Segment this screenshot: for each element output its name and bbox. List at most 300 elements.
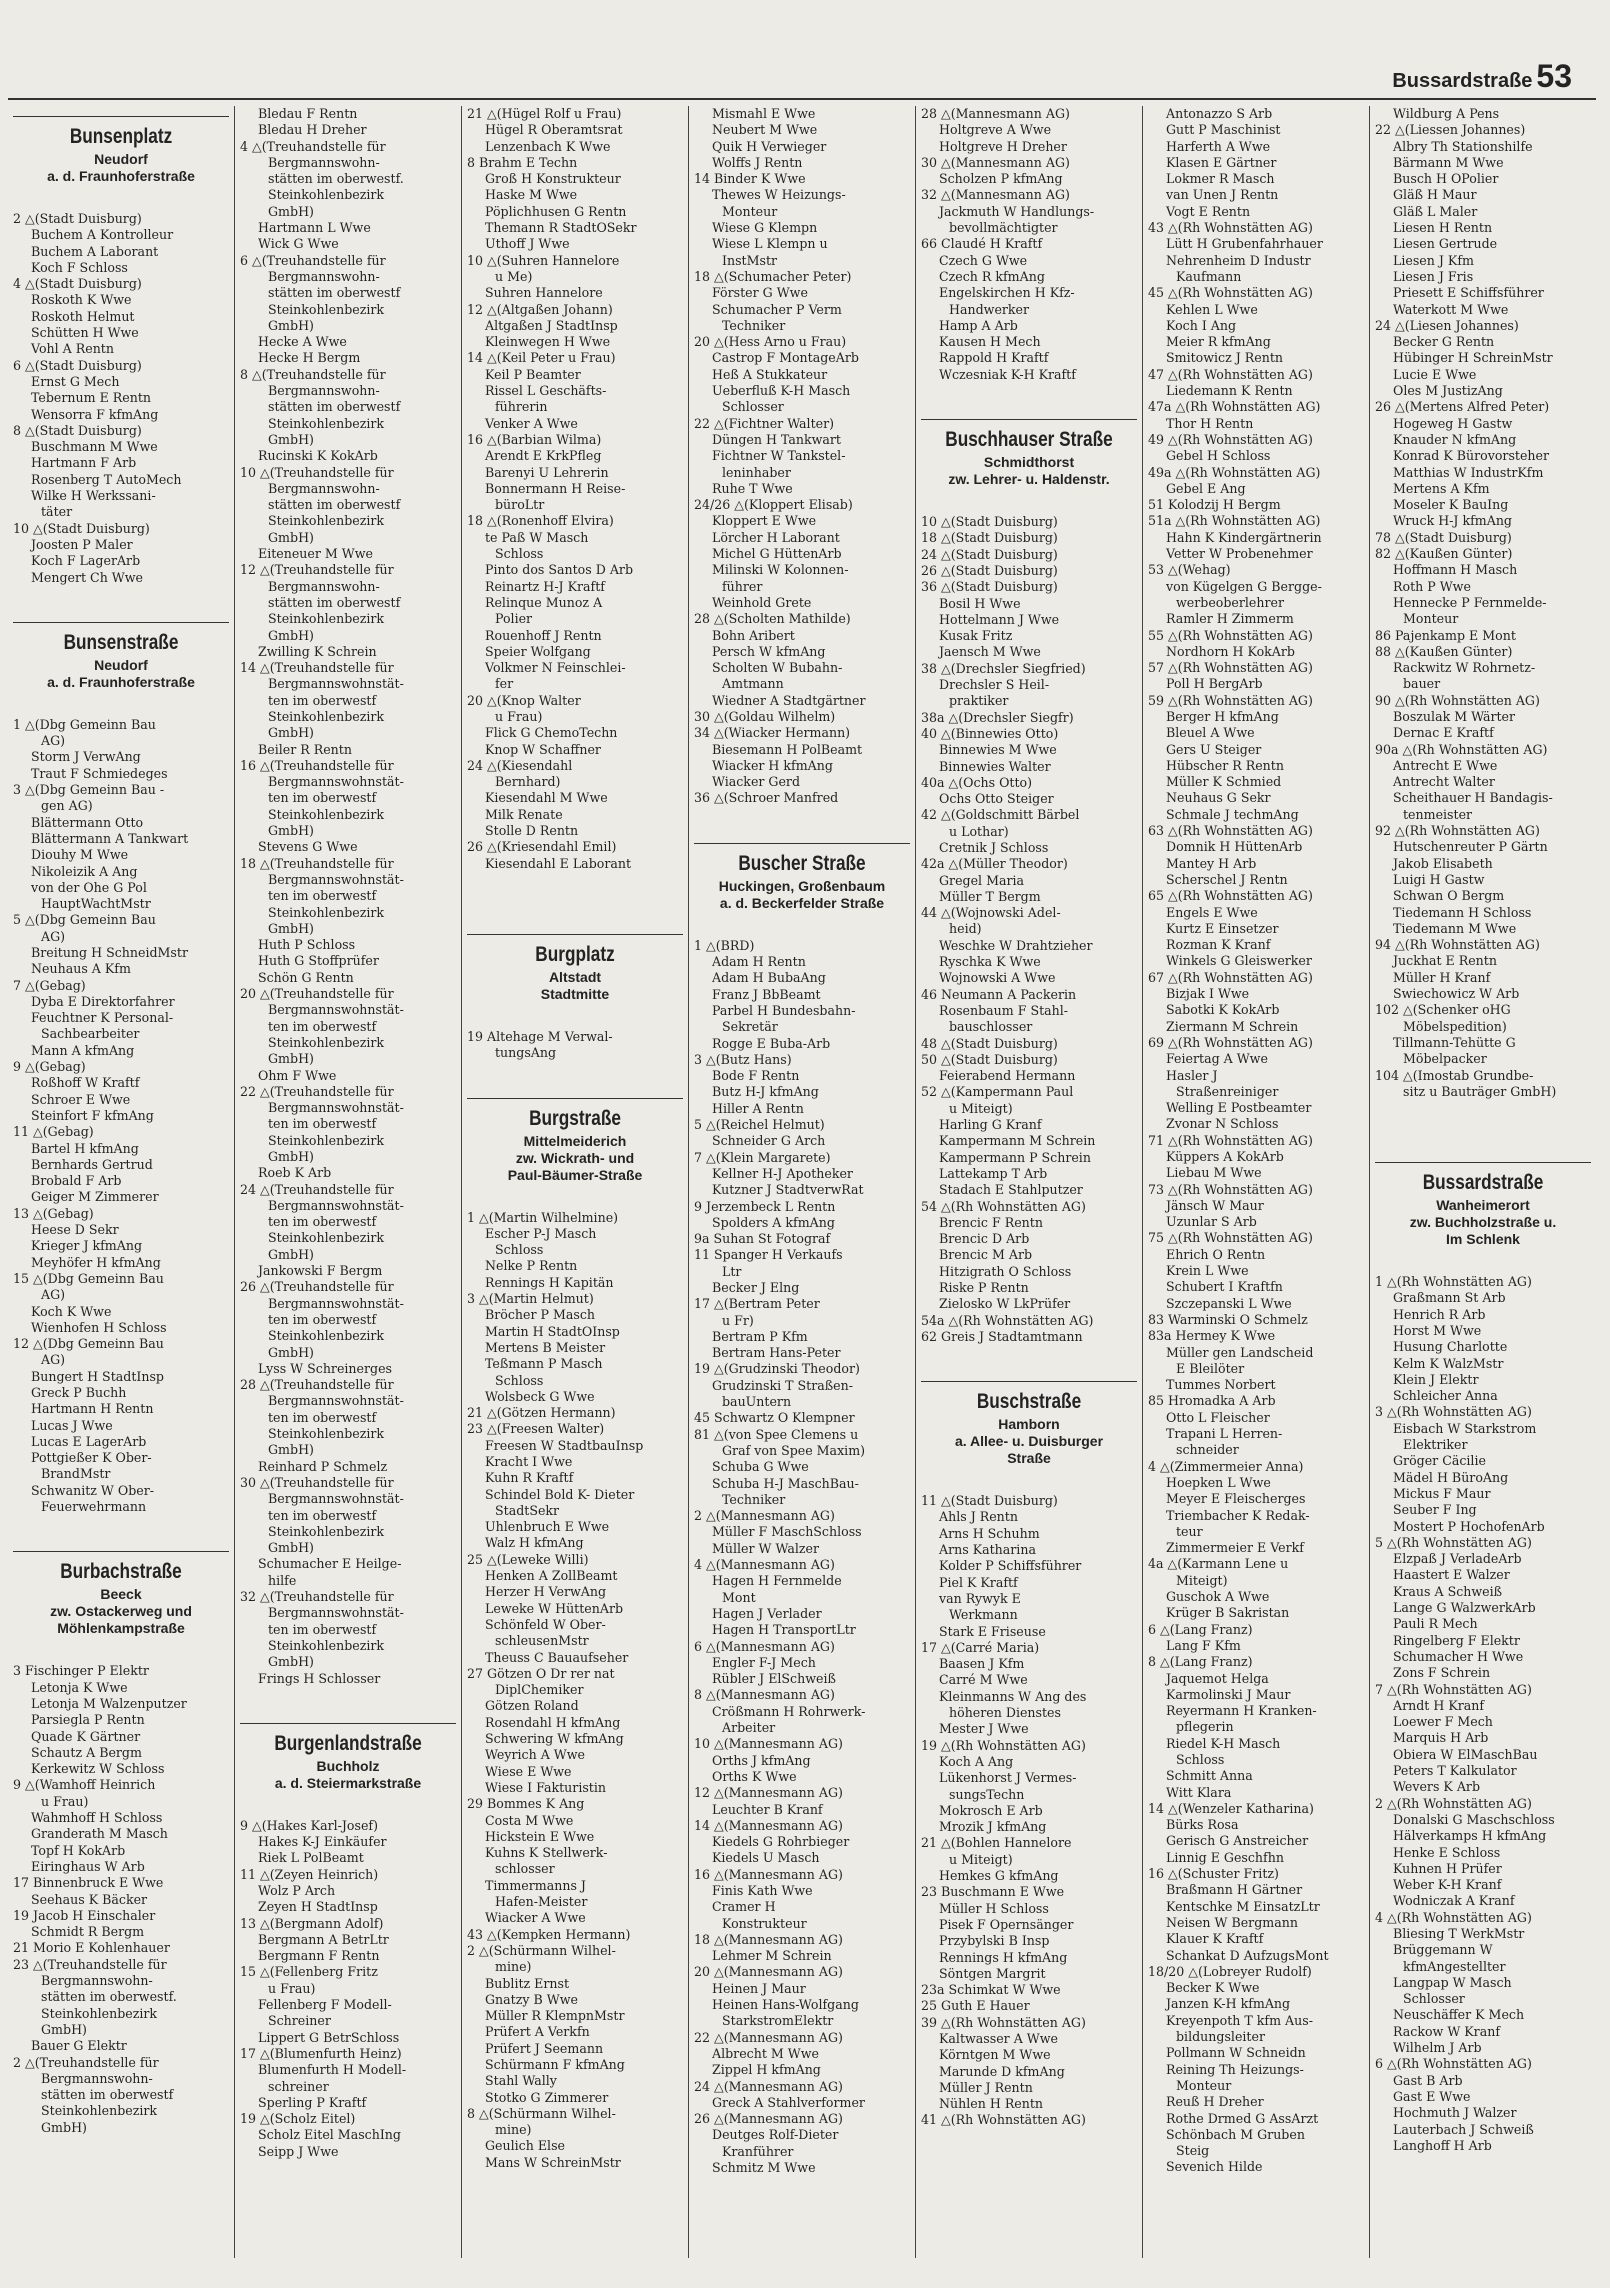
resident-entry: u Miteigt) bbox=[949, 1100, 1013, 1116]
resident-entry: Dyba E Direktorfahrer bbox=[31, 993, 175, 1009]
resident-entry: Schumacher H Wwe bbox=[1393, 1648, 1524, 1664]
resident-entry: mine) bbox=[495, 1959, 532, 1975]
house-entry: 24 △(Mannesmann AG) bbox=[694, 2078, 843, 2094]
house-entry: 9a Suhan St Fotograf bbox=[694, 1231, 831, 1247]
resident-entry: Elektriker bbox=[1403, 1437, 1468, 1453]
resident-entry: Bleuel A Wwe bbox=[1166, 725, 1255, 741]
resident-entry: Schwan O Bergm bbox=[1393, 888, 1505, 904]
resident-entry: Bärmann M Wwe bbox=[1393, 154, 1504, 170]
resident-entry: Linnig E Geschfhn bbox=[1166, 1849, 1284, 1865]
district-subheading: a. d. Steiermarkstraße bbox=[274, 1774, 422, 1791]
resident-entry: Pinto dos Santos D Arb bbox=[485, 562, 634, 578]
resident-entry: Koch F LagerArb bbox=[31, 553, 141, 569]
resident-entry: Müller gen Landscheid bbox=[1166, 1344, 1314, 1360]
column-2 bbox=[235, 106, 462, 2258]
resident-entry: u Frau) bbox=[41, 1793, 89, 1809]
resident-entry: Greck A Stahlverformer bbox=[712, 2094, 865, 2110]
resident-entry: Arndt H Kranf bbox=[1393, 1697, 1485, 1713]
resident-entry: Pisek F Opernsänger bbox=[939, 1916, 1074, 1932]
house-entry: 11 △(Stadt Duisburg) bbox=[921, 1493, 1058, 1509]
resident-entry: Hahn K Kindergärtnerin bbox=[1166, 529, 1322, 545]
resident-entry: Rothe Drmed G AssArzt bbox=[1166, 2110, 1319, 2126]
resident-entry: Zons F Schrein bbox=[1393, 1665, 1491, 1681]
house-entry: 92 △(Rh Wohnstätten AG) bbox=[1375, 823, 1540, 839]
resident-entry: Engelskirchen H Kfz- bbox=[939, 285, 1075, 301]
resident-entry: Rübler J ElSchweiß bbox=[712, 1671, 836, 1687]
resident-entry: Pöplichhusen G Rentn bbox=[485, 203, 627, 219]
district-subheading: Wanheimerort bbox=[1436, 1197, 1530, 1214]
house-entry: 19 Jacob H Einschaler bbox=[13, 1907, 156, 1923]
resident-entry: tenmeister bbox=[1403, 806, 1473, 822]
resident-entry: Handwerker bbox=[949, 301, 1030, 317]
resident-entry: Wolz P Arch bbox=[258, 1882, 336, 1898]
resident-entry: büroLtr bbox=[495, 497, 545, 513]
resident-entry: Cretnik J Schloss bbox=[939, 839, 1049, 855]
resident-entry: Holtgreve A Wwe bbox=[939, 122, 1052, 138]
house-entry: 17 △(Bertram Peter bbox=[694, 1296, 820, 1312]
resident-entry: Kerkewitz W Schloss bbox=[31, 1761, 165, 1777]
resident-entry: Marunde D kfmAng bbox=[939, 2063, 1065, 2079]
resident-entry: Hickstein E Wwe bbox=[485, 1828, 595, 1844]
resident-entry: Lokmer R Masch bbox=[1166, 171, 1275, 187]
house-entry: 11 △(Gebag) bbox=[13, 1124, 94, 1140]
resident-entry: Kiedels G Rohrbieger bbox=[712, 1834, 850, 1850]
resident-entry: Stadach E Stahlputzer bbox=[939, 1182, 1083, 1198]
house-entry: 54 △(Rh Wohnstätten AG) bbox=[921, 1198, 1086, 1214]
house-entry: 48 △(Stadt Duisburg) bbox=[921, 1035, 1058, 1051]
resident-entry: werbeoberlehrer bbox=[1176, 594, 1284, 610]
resident-entry: Sachbearbeiter bbox=[41, 1026, 140, 1042]
resident-entry: Biesemann H PolBeamt bbox=[712, 741, 863, 757]
resident-entry: Beiler R Rentn bbox=[258, 741, 352, 757]
resident-entry: Möbelpacker bbox=[1403, 1051, 1487, 1067]
resident-entry: heid) bbox=[949, 921, 982, 937]
resident-entry: Wiese G Klempn bbox=[712, 220, 818, 236]
resident-entry: Dernac E Kraftf bbox=[1393, 725, 1494, 741]
house-entry: 1 △(Martin Wilhelmine) bbox=[467, 1209, 619, 1225]
resident-entry: Kampermann M Schrein bbox=[939, 1133, 1096, 1149]
resident-entry: stätten im oberwestf bbox=[268, 285, 401, 301]
resident-entry: Jakob Elisabeth bbox=[1393, 855, 1493, 871]
resident-entry: Ernst G Mech bbox=[31, 373, 120, 389]
resident-entry: Reining Th Heizungs- bbox=[1166, 2061, 1304, 2077]
resident-entry: Oles M JustizAng bbox=[1393, 383, 1503, 399]
resident-entry: Hiller A Rentn bbox=[712, 1100, 804, 1116]
resident-entry: Rennings H Kapitän bbox=[485, 1274, 614, 1290]
house-entry: 2 △(Mannesmann AG) bbox=[694, 1508, 835, 1524]
resident-entry: pflegerin bbox=[1176, 1719, 1234, 1735]
resident-entry: Schreiner bbox=[268, 2013, 331, 2029]
resident-entry: Storm J VerwAng bbox=[31, 749, 141, 765]
resident-entry: Nikoleizik A Ang bbox=[31, 863, 138, 879]
house-entry: 15 △(Dbg Gemeinn Bau bbox=[13, 1270, 164, 1286]
resident-entry: Berger H kfmAng bbox=[1166, 708, 1279, 724]
district-subheading: Neudorf bbox=[94, 151, 148, 167]
resident-entry: Keil P Beamter bbox=[485, 366, 581, 382]
resident-entry: Hälverkamps H kfmAng bbox=[1393, 1828, 1547, 1844]
house-entry: 20 △(Hess Arno u Frau) bbox=[694, 334, 847, 350]
house-entry: 20 △(Knop Walter bbox=[467, 692, 581, 708]
resident-entry: Bergmannswohn- bbox=[268, 268, 380, 284]
resident-entry: Uzunlar S Arb bbox=[1166, 1214, 1257, 1230]
district-subheading: zw. Wickrath- und bbox=[515, 1149, 635, 1166]
house-entry: 94 △(Rh Wohnstätten AG) bbox=[1375, 937, 1540, 953]
resident-entry: Walz H kfmAng bbox=[485, 1535, 584, 1551]
spacer bbox=[467, 1062, 683, 1088]
house-entry: 4 △(Mannesmann AG) bbox=[694, 1557, 835, 1573]
spacer bbox=[240, 1687, 456, 1713]
resident-entry: Hartmann H Rentn bbox=[31, 1401, 154, 1417]
house-entry: 78 △(Stadt Duisburg) bbox=[1375, 529, 1512, 545]
resident-entry: ten im oberwestf bbox=[268, 692, 377, 708]
resident-entry: Scholz Eitel MaschIng bbox=[258, 2127, 401, 2143]
district-subheading: Möhlenkampstraße bbox=[57, 1620, 185, 1637]
resident-entry: Steinkohlenbezirk bbox=[268, 708, 385, 724]
resident-entry: Heß A Stukkateur bbox=[712, 366, 828, 382]
house-entry: 24 △(Liesen Johannes) bbox=[1375, 317, 1519, 333]
house-entry: 3 △(Dbg Gemeinn Bau - bbox=[13, 782, 165, 798]
resident-entry: Kuhn R Kraftf bbox=[485, 1470, 574, 1486]
resident-entry: höheren Dienstes bbox=[949, 1705, 1061, 1721]
resident-entry: GmbH) bbox=[268, 1442, 314, 1458]
resident-entry: Henken A ZollBeamt bbox=[485, 1568, 618, 1584]
resident-entry: Lauterbach J Schweiß bbox=[1393, 2121, 1534, 2137]
resident-entry: Neubert M Wwe bbox=[712, 122, 818, 138]
resident-entry: ten im oberwestf bbox=[268, 790, 377, 806]
house-entry: 38 △(Drechsler Siegfried) bbox=[921, 660, 1086, 676]
resident-entry: Weschke W Drahtzieher bbox=[939, 937, 1093, 953]
resident-entry: Lütt H Grubenfahrhauer bbox=[1166, 236, 1323, 252]
house-entry: 5 △(Reichel Helmut) bbox=[694, 1117, 825, 1133]
resident-entry: Steinkohlenbezirk bbox=[268, 301, 385, 317]
street-heading: Burgplatz bbox=[535, 942, 615, 966]
resident-entry: Winkels G Gleiswerker bbox=[1166, 953, 1312, 969]
resident-entry: Blumenfurth H Modell- bbox=[258, 2062, 407, 2078]
resident-entry: Rosendahl H kfmAng bbox=[485, 1714, 621, 1730]
resident-entry: Langpap W Masch bbox=[1393, 1974, 1512, 1990]
house-entry: 4 △(Zimmermeier Anna) bbox=[1148, 1458, 1304, 1474]
resident-entry: Brobald F Arb bbox=[31, 1173, 122, 1189]
resident-entry: Bartel H kfmAng bbox=[31, 1140, 139, 1156]
section-rule bbox=[13, 622, 229, 623]
resident-entry: Mantey H Arb bbox=[1166, 855, 1257, 871]
resident-entry: Gast E Wwe bbox=[1393, 2088, 1471, 2104]
resident-entry: Bergmannswohn- bbox=[268, 154, 380, 170]
resident-entry: Bergmannswohn- bbox=[268, 480, 380, 496]
resident-entry: Müller K Schmied bbox=[1166, 774, 1282, 790]
resident-entry: Brencic F Rentn bbox=[939, 1214, 1043, 1230]
resident-entry: Zeyen H StadtInsp bbox=[258, 1899, 378, 1915]
resident-entry: Wevers K Arb bbox=[1393, 1779, 1481, 1795]
resident-entry: Steinkohlenbezirk bbox=[268, 1523, 385, 1539]
resident-entry: Harling G Kranf bbox=[939, 1117, 1042, 1133]
resident-entry: Haske M Wwe bbox=[485, 187, 578, 203]
resident-entry: Gregel Maria bbox=[939, 872, 1025, 888]
resident-entry: Jankowski F Bergm bbox=[258, 1263, 383, 1279]
resident-entry: Czech R kfmAng bbox=[939, 268, 1045, 284]
house-entry: 8 Brahm E Techn bbox=[467, 154, 578, 170]
resident-entry: mine) bbox=[495, 2122, 532, 2138]
resident-entry: Schindel Bold K- Dieter bbox=[485, 1486, 635, 1502]
resident-entry: Rosenbaum F Stahl- bbox=[939, 1002, 1069, 1018]
spacer bbox=[467, 898, 683, 924]
house-entry: 67 △(Rh Wohnstätten AG) bbox=[1148, 969, 1313, 985]
resident-entry: Steinkohlenbezirk bbox=[268, 1637, 385, 1653]
resident-entry: Amtmann bbox=[722, 676, 784, 692]
house-entry: 27 Götzen O Dr rer nat bbox=[467, 1665, 615, 1681]
resident-entry: Lattekamp T Arb bbox=[939, 1165, 1048, 1181]
resident-entry: Rosenberg T AutoMech bbox=[31, 471, 182, 487]
resident-entry: Roskoth Helmut bbox=[31, 308, 135, 324]
house-entry: 25 △(Leweke Willi) bbox=[467, 1551, 589, 1567]
section-rule bbox=[13, 116, 229, 117]
resident-entry: Liesen J Kfm bbox=[1393, 252, 1474, 268]
resident-entry: schleusenMstr bbox=[495, 1633, 589, 1649]
resident-entry: Moseler K BauIng bbox=[1393, 497, 1509, 513]
house-entry: 38a △(Drechsler Siegfr) bbox=[921, 709, 1074, 725]
resident-entry: Orths J kfmAng bbox=[712, 1752, 811, 1768]
resident-entry: Meier R kfmAng bbox=[1166, 334, 1271, 350]
resident-entry: Timmermanns J bbox=[485, 1877, 586, 1893]
resident-entry: Schuba G Wwe bbox=[712, 1459, 809, 1475]
resident-entry: Roth P Wwe bbox=[1393, 578, 1471, 594]
resident-entry: Kleinwegen H Wwe bbox=[485, 334, 611, 350]
house-entry: 3 △(Martin Helmut) bbox=[467, 1291, 594, 1307]
resident-entry: bildungsleiter bbox=[1176, 2029, 1265, 2045]
resident-entry: Heese D Sekr bbox=[31, 1222, 119, 1238]
resident-entry: AG) bbox=[41, 928, 66, 944]
resident-entry: Bode F Rentn bbox=[712, 1068, 800, 1084]
resident-entry: Bernhards Gertrud bbox=[31, 1156, 153, 1172]
resident-entry: Karmolinski J Maur bbox=[1166, 1686, 1291, 1702]
resident-entry: Kiesendahl E Laborant bbox=[485, 855, 632, 871]
resident-entry: u Miteigt) bbox=[949, 1851, 1013, 1867]
house-entry: 16 △(Barbian Wilma) bbox=[467, 431, 602, 447]
resident-entry: Roskoth K Wwe bbox=[31, 292, 132, 308]
house-entry: 6 △(Lang Franz) bbox=[1148, 1621, 1253, 1637]
district-subheading: a. Allee- u. Duisburger bbox=[954, 1433, 1104, 1450]
resident-entry: Prüfert A Verkfn bbox=[485, 2024, 590, 2040]
resident-entry: bevollmächtigter bbox=[949, 220, 1058, 236]
resident-entry: Lenzenbach K Wwe bbox=[485, 138, 611, 154]
street-heading: Burgenlandstraße bbox=[274, 1731, 422, 1755]
resident-entry: Cramer H bbox=[712, 1899, 776, 1915]
resident-entry: Wiese E Wwe bbox=[485, 1763, 572, 1779]
resident-entry: StarkstromElektr bbox=[722, 2013, 834, 2029]
resident-entry: Neuhaus A Kfm bbox=[31, 961, 131, 977]
resident-entry: von Kügelgen G Bergge- bbox=[1166, 578, 1322, 594]
resident-entry: Arbeiter bbox=[722, 1720, 776, 1736]
resident-entry: Triembacher K Redak- bbox=[1166, 1507, 1310, 1523]
resident-entry: GmbH) bbox=[268, 1149, 314, 1164]
resident-entry: Costa M Wwe bbox=[485, 1812, 574, 1828]
house-entry: 104 △(Imostab Grundbe- bbox=[1375, 1067, 1534, 1083]
resident-entry: GmbH) bbox=[268, 529, 314, 545]
resident-entry: Barenyi U Lehrerin bbox=[485, 464, 609, 480]
resident-entry: Finis Kath Wwe bbox=[712, 1882, 813, 1898]
resident-entry: Schönfeld W Ober- bbox=[485, 1616, 606, 1632]
resident-entry: Bergmannswohnstät- bbox=[268, 1295, 404, 1311]
house-entry: 8 △(Mannesmann AG) bbox=[694, 1687, 835, 1703]
spacer bbox=[694, 912, 910, 938]
section-rule bbox=[1375, 1162, 1591, 1163]
resident-entry: Bohn Aribert bbox=[712, 627, 795, 643]
resident-entry: Hennecke P Fernmelde- bbox=[1393, 594, 1547, 610]
resident-entry: Blättermann Otto bbox=[31, 814, 144, 830]
house-entry: 32 △(Mannesmann AG) bbox=[921, 187, 1070, 203]
house-entry: 21 △(Hügel Rolf u Frau) bbox=[467, 106, 622, 121]
resident-entry: Arendt E KrkPfleg bbox=[485, 448, 602, 464]
district-subheading: a. d. Fraunhoferstraße bbox=[47, 168, 195, 184]
resident-entry: Bliesing T WerkMstr bbox=[1393, 1925, 1525, 1941]
resident-entry: Flick G ChemoTechn bbox=[485, 725, 618, 741]
resident-entry: Mont bbox=[722, 1589, 756, 1605]
resident-entry: Mickus F Maur bbox=[1393, 1485, 1491, 1501]
spacer bbox=[921, 1345, 1137, 1371]
resident-entry: Eisbach W Starkstrom bbox=[1393, 1420, 1537, 1436]
resident-entry: Kracht I Wwe bbox=[485, 1454, 573, 1469]
resident-entry: Monteur bbox=[1176, 2077, 1232, 2093]
resident-entry: Feuchtner K Personal- bbox=[31, 1010, 174, 1026]
street-heading: Bunsenplatz bbox=[69, 125, 173, 148]
district-subheading: zw. Lehrer- u. Haldenstr. bbox=[948, 471, 1110, 488]
resident-entry: Henrich R Arb bbox=[1393, 1306, 1486, 1322]
resident-entry: Reinartz H-J Kraftf bbox=[485, 578, 605, 594]
resident-entry: Herzer H VerwAng bbox=[485, 1584, 607, 1600]
resident-entry: Obiera W ElMaschBau bbox=[1393, 1746, 1538, 1762]
resident-entry: GmbH) bbox=[268, 1654, 314, 1670]
resident-entry: Geiger M Zimmerer bbox=[31, 1189, 159, 1205]
resident-entry: Mans W SchreinMstr bbox=[485, 2154, 621, 2170]
resident-entry: Schroer E Wwe bbox=[31, 1091, 131, 1107]
resident-entry: Sevenich Hilde bbox=[1166, 2159, 1263, 2175]
house-entry: 9 △(Hakes Karl-Josef) bbox=[240, 1817, 378, 1833]
resident-entry: GmbH) bbox=[268, 1540, 314, 1556]
resident-entry: Venker A Wwe bbox=[485, 415, 578, 431]
column-3 bbox=[462, 106, 689, 2258]
resident-entry: stätten im oberwestf. bbox=[41, 1989, 177, 2005]
house-entry: 23 △(Freesen Walter) bbox=[467, 1421, 605, 1437]
resident-entry: Boszulak M Wärter bbox=[1393, 708, 1516, 724]
resident-entry: Nühlen H Rentn bbox=[939, 2096, 1044, 2112]
resident-entry: Hottelmann J Wwe bbox=[939, 611, 1060, 627]
resident-entry: Gläß H Maur bbox=[1393, 187, 1477, 203]
resident-entry: Scheithauer H Bandagis- bbox=[1393, 790, 1553, 806]
house-entry: 47 △(Rh Wohnstätten AG) bbox=[1148, 366, 1313, 382]
house-entry: 43 △(Rh Wohnstätten AG) bbox=[1148, 220, 1313, 236]
resident-entry: Sperling P Kraftf bbox=[258, 2094, 367, 2110]
house-entry: 20 △(Mannesmann AG) bbox=[694, 1964, 843, 1980]
resident-entry: Söntgen Margrit bbox=[939, 1965, 1046, 1981]
resident-entry: Kusak Fritz bbox=[939, 628, 1013, 644]
house-entry: 6 △(Stadt Duisburg) bbox=[13, 357, 142, 373]
resident-entry: Müller J Rentn bbox=[939, 2079, 1033, 2095]
district-subheading: Paul-Bäumer-Straße bbox=[507, 1166, 643, 1183]
house-entry: 8 △(Treuhandstelle für bbox=[240, 366, 386, 382]
house-entry: 52 △(Kampermann Paul bbox=[921, 1084, 1074, 1100]
house-entry: 9 △(Gebag) bbox=[13, 1059, 86, 1075]
house-entry: 83a Hermey K Wwe bbox=[1148, 1328, 1276, 1344]
district-subheading: Stadtmitte bbox=[540, 985, 610, 1002]
resident-entry: Geulich Else bbox=[485, 2138, 565, 2154]
resident-entry: Kaltwasser A Wwe bbox=[939, 2030, 1058, 2046]
resident-entry: Steinkohlenbezirk bbox=[268, 904, 385, 920]
house-entry: 8 △(Stadt Duisburg) bbox=[13, 422, 142, 438]
resident-entry: Miteigt) bbox=[1176, 1572, 1228, 1588]
resident-entry: Bürks Rosa bbox=[1166, 1817, 1239, 1833]
house-entry: 53 △(Wehag) bbox=[1148, 562, 1231, 578]
resident-entry: Weber K-H Kranf bbox=[1393, 1877, 1502, 1893]
resident-entry: sungsTechn bbox=[949, 1786, 1025, 1802]
resident-entry: Graf von Spee Maxim) bbox=[722, 1442, 866, 1458]
resident-entry: Kehlen L Wwe bbox=[1166, 301, 1258, 317]
resident-entry: Wilhelm J Arb bbox=[1393, 2040, 1482, 2056]
resident-entry: van Rywyk E bbox=[939, 1590, 1021, 1606]
resident-entry: Zippel H kfmAng bbox=[712, 2062, 821, 2078]
resident-entry: Hafen-Meister bbox=[495, 1894, 588, 1910]
house-entry: 2 △(Stadt Duisburg) bbox=[13, 211, 142, 226]
house-entry: 30 △(Mannesmann AG) bbox=[921, 154, 1070, 170]
resident-entry: Husung Charlotte bbox=[1393, 1339, 1508, 1355]
resident-entry: Jaquemot Helga bbox=[1166, 1670, 1269, 1686]
resident-entry: Kleinmanns W Ang des bbox=[939, 1688, 1087, 1704]
resident-entry: Binnewies Walter bbox=[939, 758, 1051, 774]
spacer bbox=[1375, 1100, 1591, 1126]
resident-entry: Konstrukteur bbox=[722, 1915, 807, 1931]
resident-entry: GmbH) bbox=[268, 1051, 314, 1067]
resident-entry: Zielosko W LkPrüfer bbox=[939, 1296, 1071, 1312]
resident-entry: Pollmann W Schneidn bbox=[1166, 2045, 1306, 2061]
resident-entry: Kurtz E Einsetzer bbox=[1166, 920, 1279, 936]
resident-entry: Jaensch M Wwe bbox=[939, 644, 1041, 660]
resident-entry: Martin H StadtOInsp bbox=[485, 1323, 620, 1339]
house-entry: 24 △(Stadt Duisburg) bbox=[921, 546, 1058, 562]
section-rule bbox=[694, 843, 910, 844]
resident-entry: Liebau M Wwe bbox=[1166, 1165, 1262, 1181]
resident-entry: Hoepken L Wwe bbox=[1166, 1474, 1271, 1490]
resident-entry: Bergmannswohn- bbox=[268, 578, 380, 594]
resident-entry: Wiese I Fakturistin bbox=[485, 1779, 607, 1795]
house-entry: 42a △(Müller Theodor) bbox=[921, 856, 1068, 872]
resident-entry: Engels E Wwe bbox=[1166, 904, 1258, 920]
resident-entry: Rissel L Geschäfts- bbox=[485, 383, 607, 399]
house-entry: 18 △(Ronenhoff Elvira) bbox=[467, 513, 614, 529]
resident-entry: Becker G Rentn bbox=[1393, 334, 1495, 350]
resident-entry: Seuber F Ing bbox=[1393, 1502, 1477, 1518]
resident-entry: Scholten W Bubahn- bbox=[712, 660, 843, 676]
house-entry: 6 △(Mannesmann AG) bbox=[694, 1638, 835, 1654]
resident-entry: Freesen W StadtbauInsp bbox=[485, 1437, 644, 1453]
resident-entry: Thewes W Heizungs- bbox=[712, 187, 846, 203]
resident-entry: Weyrich A Wwe bbox=[485, 1747, 585, 1763]
resident-entry: Kloppert E Wwe bbox=[712, 513, 817, 529]
house-entry: 13 △(Gebag) bbox=[13, 1205, 94, 1221]
resident-entry: schneider bbox=[1176, 1442, 1239, 1458]
resident-entry: Becker K Wwe bbox=[1166, 1980, 1260, 1996]
resident-entry: Wiacker H kfmAng bbox=[712, 757, 833, 773]
resident-entry: Janzen K-H kfmAng bbox=[1166, 1996, 1291, 2012]
house-entry: 82 △(Kaußen Günter) bbox=[1375, 546, 1513, 562]
resident-entry: Steinkohlenbezirk bbox=[268, 187, 385, 203]
resident-entry: Rennings H kfmAng bbox=[939, 1949, 1068, 1965]
resident-entry: stätten im oberwestf. bbox=[268, 171, 404, 187]
district-subheading: Altstadt bbox=[548, 968, 602, 985]
resident-entry: Czech G Wwe bbox=[939, 252, 1028, 268]
resident-entry: hilfe bbox=[268, 1572, 297, 1588]
house-entry: 30 △(Treuhandstelle für bbox=[240, 1474, 394, 1490]
house-entry: 3 Fischinger P Elektr bbox=[13, 1663, 149, 1679]
house-entry: 17 △(Carré Maria) bbox=[921, 1639, 1040, 1655]
